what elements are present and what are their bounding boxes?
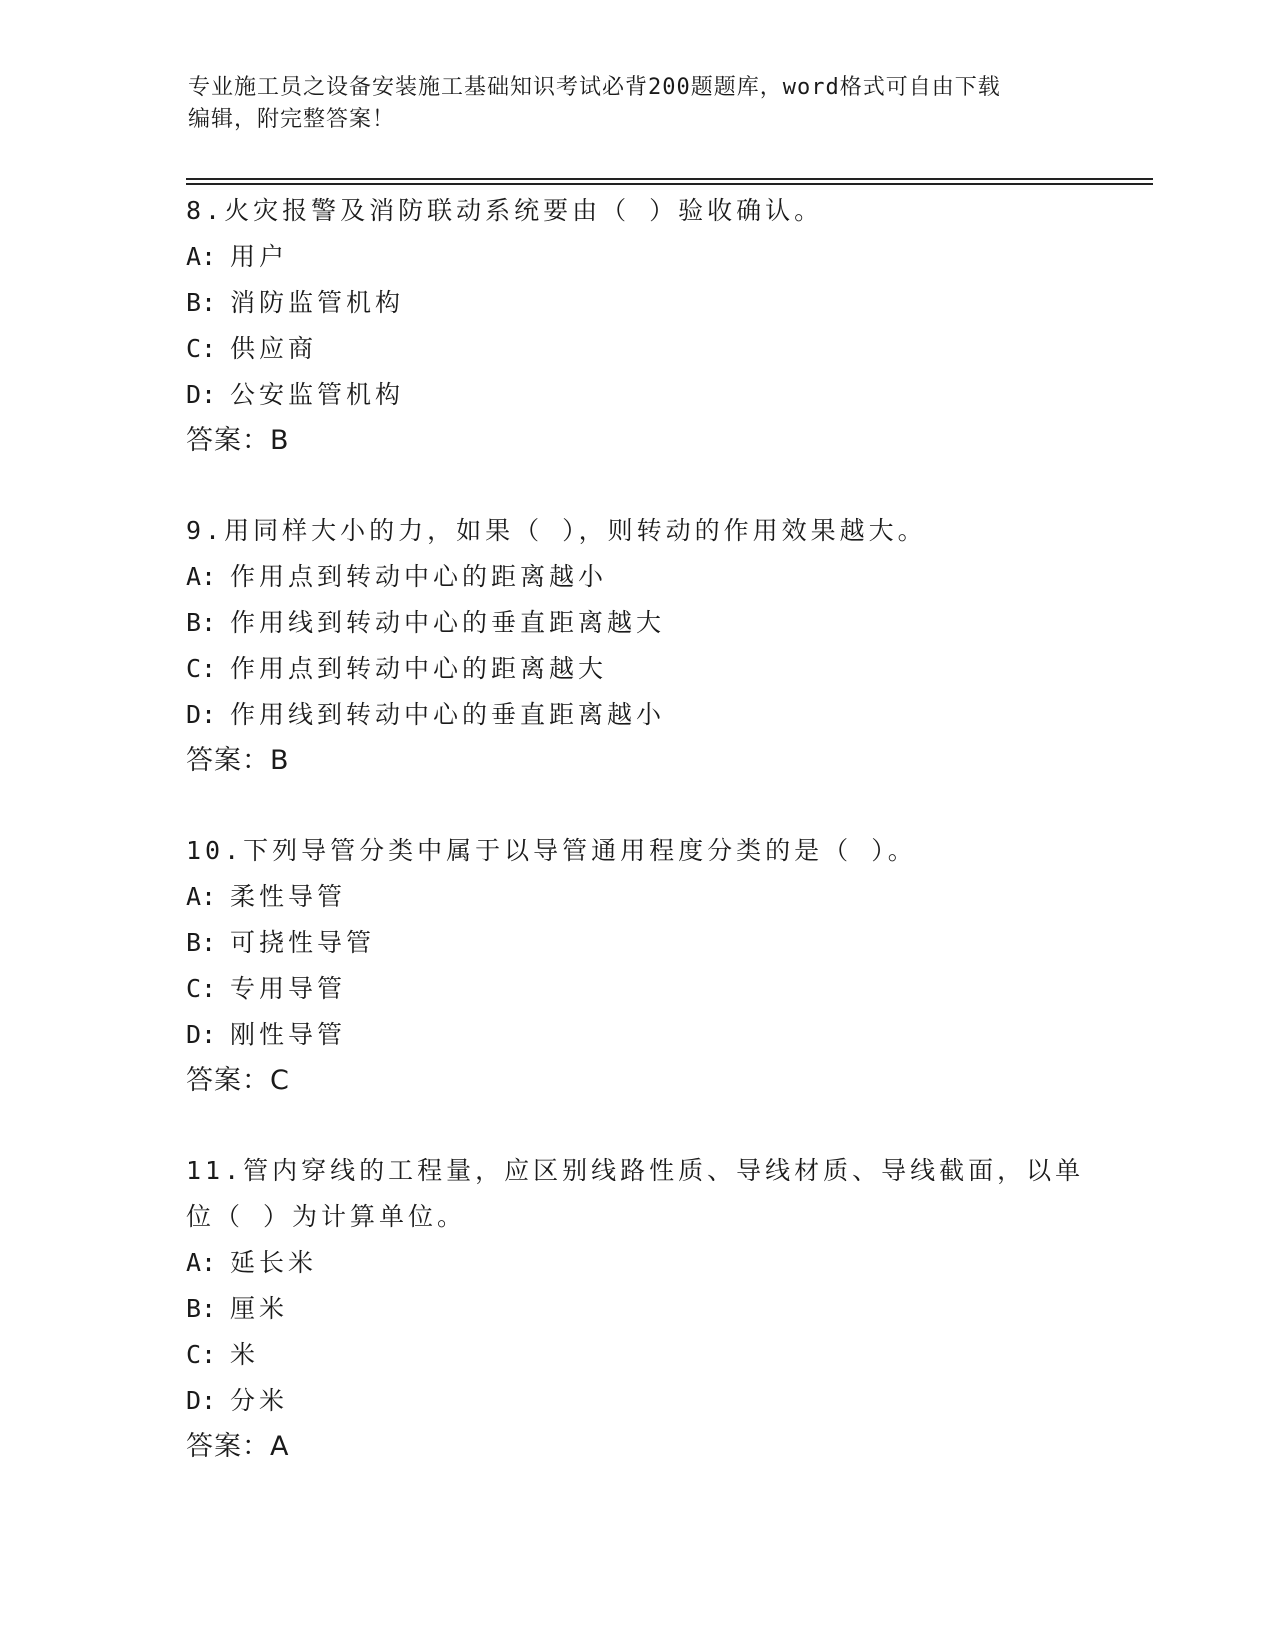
option-text: 作用线到转动中心的垂直距离越小: [230, 700, 666, 729]
option-text: 柔性导管: [230, 882, 347, 911]
answer: 答案：B: [186, 425, 290, 456]
option-c: [186, 1332, 1086, 1378]
answer: 答案：B: [186, 745, 290, 776]
option-letter: B:: [186, 608, 217, 637]
option-text: 刚性导管: [230, 1020, 347, 1049]
question-stem: 11.管内穿线的工程量，应区别线路性质、导线材质、导线截面，以单位（ ）为计算单位。: [186, 1156, 1085, 1231]
option-letter: D:: [186, 1386, 217, 1415]
option-letter: B:: [186, 288, 217, 317]
option-d: [186, 372, 1086, 418]
option-text: 专用导管: [230, 974, 347, 1003]
option-text: 作用线到转动中心的垂直距离越大: [230, 608, 666, 637]
option-text: 用户: [230, 242, 289, 271]
option-letter: C:: [186, 334, 217, 363]
option-letter: A:: [186, 242, 217, 271]
question-stem: 8.火灾报警及消防联动系统要由（ ）验收确认。: [186, 196, 824, 225]
option-b: [186, 280, 1086, 326]
option-d: [186, 1378, 1086, 1424]
option-letter: C:: [186, 654, 217, 683]
answer: 答案：C: [186, 1065, 290, 1096]
document-header: [188, 72, 1088, 136]
option-c: [186, 326, 1086, 372]
option-a: [186, 234, 1086, 280]
option-letter: A:: [186, 882, 217, 911]
option-letter: D:: [186, 700, 217, 729]
header-divider-top: [186, 178, 1153, 180]
question-9: [186, 508, 1086, 784]
option-a: [186, 874, 1086, 920]
option-a: [186, 1240, 1086, 1286]
option-text: 米: [230, 1340, 260, 1369]
question-11: [186, 1148, 1086, 1470]
option-letter: D:: [186, 1020, 217, 1049]
option-letter: C:: [186, 974, 217, 1003]
question-10: [186, 828, 1086, 1104]
option-c: [186, 966, 1086, 1012]
option-a: [186, 554, 1086, 600]
option-letter: D:: [186, 380, 217, 409]
header-title-line-2: 编辑，附完整答案！: [188, 107, 396, 132]
option-c: [186, 646, 1086, 692]
option-letter: C:: [186, 1340, 217, 1369]
option-letter: B:: [186, 928, 217, 957]
option-text: 公安监管机构: [230, 380, 405, 409]
option-text: 作用点到转动中心的距离越小: [230, 562, 608, 591]
option-text: 作用点到转动中心的距离越大: [230, 654, 608, 683]
option-d: [186, 692, 1086, 738]
option-b: [186, 600, 1086, 646]
option-text: 供应商: [230, 334, 318, 363]
question-stem: 9.用同样大小的力，如果（ ），则转动的作用效果越大。: [186, 516, 927, 545]
option-text: 可挠性导管: [230, 928, 376, 957]
question-stem: 10.下列导管分类中属于以导管通用程度分类的是（ ）。: [186, 836, 917, 865]
option-b: [186, 1286, 1086, 1332]
option-text: 延长米: [230, 1248, 318, 1277]
option-text: 消防监管机构: [230, 288, 405, 317]
option-letter: B:: [186, 1294, 217, 1323]
option-b: [186, 920, 1086, 966]
option-text: 分米: [230, 1386, 289, 1415]
header-title-line-1: 专业施工员之设备安装施工基础知识考试必背200题题库，word格式可自由下载: [188, 75, 1001, 100]
option-letter: A:: [186, 1248, 217, 1277]
option-text: 厘米: [230, 1294, 289, 1323]
answer: 答案：A: [186, 1431, 290, 1462]
header-divider-bottom: [186, 183, 1153, 185]
option-d: [186, 1012, 1086, 1058]
option-letter: A:: [186, 562, 217, 591]
question-8: [186, 188, 1086, 464]
